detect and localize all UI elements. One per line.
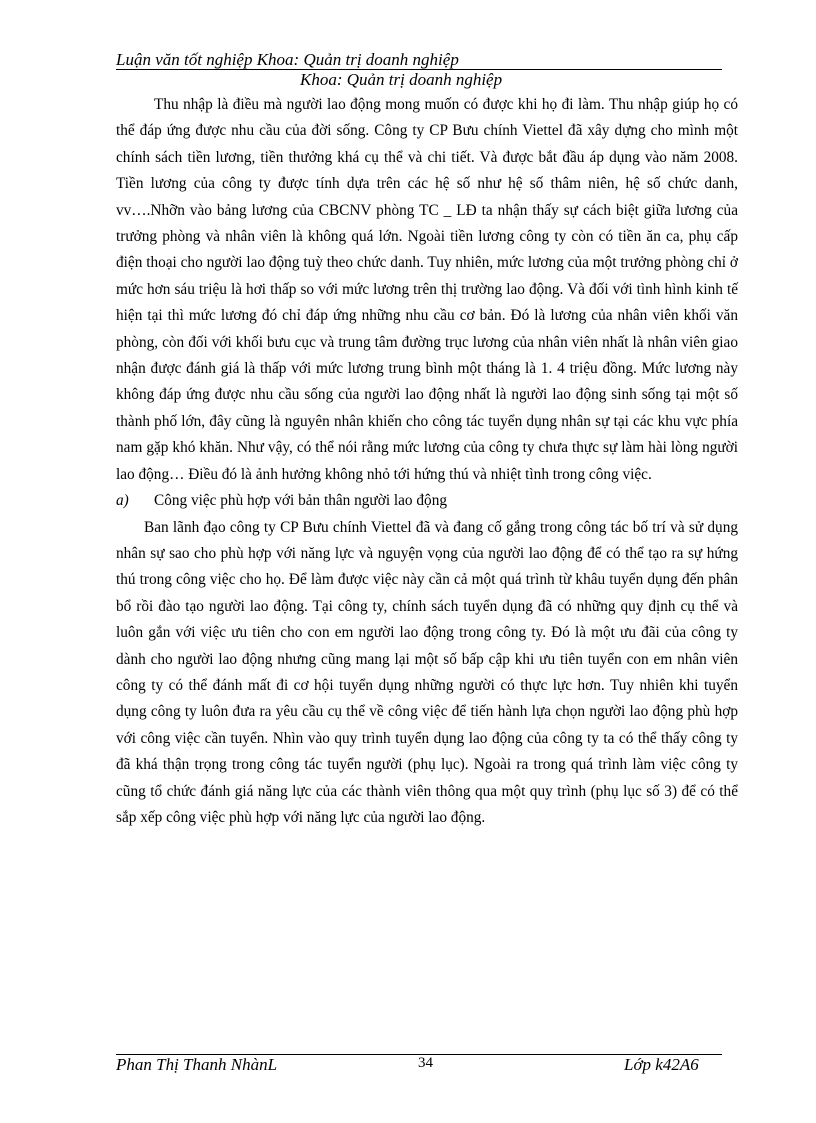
section-heading-number: a) [116, 492, 129, 510]
running-header-faculty: Khoa: Quản trị doanh nghiệp [300, 70, 503, 89]
section-heading-text: Công việc phù hợp với bản thân người lao động [154, 492, 447, 510]
running-header: Luận văn tốt nghiệp Khoa: Quản trị doanh nghiệp [116, 50, 459, 69]
footer-class: Lớp k42A6 [624, 1055, 699, 1074]
page-number: 34 [418, 1055, 433, 1071]
section-heading [116, 488, 738, 514]
paragraph-income: Thu nhập là điều mà người lao động mong muốn có được khi họ đi làm. Thu nhập giúp họ có thể đáp ứng được nhu cầu của đời sống. Công ty CP Bưu chính Viettel đã xây dựng cho mình một chính sách tiền lương, tiền thưởng khá cụ thể và chi tiết. Và được bắt đầu áp dụng vào năm 2008. Tiền lương của công ty được tính dựa trên các hệ số như hệ số thâm niên, hệ số chức danh, vv….Nhỡn vào bảng lương của CBCNV phòng TC _ LĐ ta nhận thấy sự cách biệt giữa lương của trưởng phòng và nhân viên là không quá lớn. Ngoài tiền lương công ty còn có tiền ăn ca, phụ cấp điện thoại cho người lao động tuỳ theo chức danh. Tuy nhiên, mức lương của một trưởng phòng chỉ ở mức hơn sáu triệu là hơi thấp so với mức lương trên thị trường lao động. Và đối với tình hình kinh tế hiện tại thì mức lương đó chỉ đáp ứng những nhu cầu cơ bản. Đó là lương của nhân viên khối văn phòng, còn đối với khối bưu cục và trung tâm đường trục lương của nhân viên nhất là nhân viên giao nhận được đánh giá là thấp với mức lương trung bình một tháng là 1. 4 triệu đồng. Mức lương này không đáp ứng được nhu cầu sống của người lao động nhất là người lao động sinh sống tại một số thành phố lớn, đây cũng là nguyên nhân khiến cho công tác tuyển dụng nhân sự tại các khu vực phía nam gặp khó khăn. Như vậy, có thể nói rằng mức lương của công ty chưa thực sự làm hài lòng người lao động… Điều đó là ảnh hưởng không nhỏ tới hứng thú và nhiệt tình trong công việc. [116, 96, 738, 483]
footer-author: Phan Thị Thanh NhànL [116, 1055, 278, 1074]
paragraph-job-fit: Ban lãnh đạo công ty CP Bưu chính Viettel đã và đang cố gắng trong công tác bố trí và sử dụng nhân sự sao cho phù hợp với năng lực và nguyện vọng của người lao động để có thể tạo ra sự hứng thú trong công việc cho họ. Để làm được việc này cần cả một quá trình từ khâu tuyển dụng đến phân bổ rồi đào tạo người lao động. Tại công ty, chính sách tuyển dụng đã có những quy định cụ thể và luôn gắn với việc ưu tiên cho con em người lao động trong công ty. Đó là một ưu đãi của công ty dành cho người lao động nhưng cũng mang lại một số bấp cập khi ưu tiên tuyển con em nhân viên công ty có thể đánh mất đi cơ hội tuyển dụng những người có thực lực hơn. Tuy nhiên khi tuyển dụng công ty luôn đưa ra yêu cầu cụ thể về công việc để tiến hành lựa chọn người lao động phù hợp với công việc cần tuyển. Nhìn vào quy trình tuyển dụng lao động của công ty ta có thể thấy công ty đã khá thận trọng trong công tác tuyển người (phụ lục). Ngoài ra trong quá trình làm việc công ty cũng tổ chức đánh giá năng lực của các thành viên thông qua một quy trình (phụ lục số 3) để có thể sắp xếp công việc phù hợp với năng lực của người lao động. [116, 518, 738, 826]
body-text [116, 92, 738, 831]
